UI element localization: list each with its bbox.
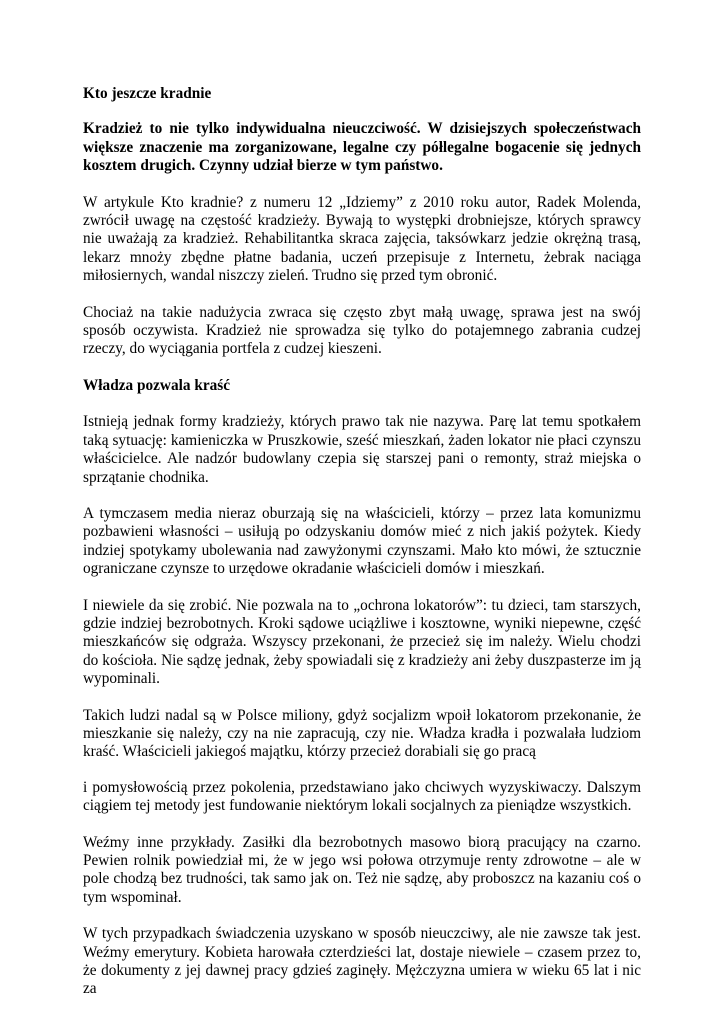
paragraph: I niewiele da się zrobić. Nie pozwala na to „ochrona lokatorów”: tu dzieci, tam starszych, gdzie indziej bezrobotnych. Kroki sądowe uciążliwe i kosztowne, wyniki niepewne, część mieszkańców się odgraża. Wszyscy przekonani, że przecież się im należy. Wielu chodzi do kościoła. Nie sądzę jednak, żeby spowiadali się z kradzieży ani żeby duszpasterze im ją wypominali. (83, 596, 641, 688)
paragraph: W tych przypadkach świadczenia uzyskano w sposób nieuczciwy, ale nie zawsze tak jest. Weźmy emerytury. Kobieta harowała czterdzieści lat, dostaje niewiele – czasem przez to, że dokumenty z jej dawnej pracy gdzieś zaginęły. Mężczyzna umiera w wieku 65 lat i nic za (83, 925, 641, 998)
paragraph: Weźmy inne przykłady. Zasiłki dla bezrobotnych masowo biorą pracujący na czarno. Pewien rolnik powiedział mi, że w jego wsi połowa otrzymuje renty zdrowotne – ale w pole chodzą bez trudności, tak samo jak on. Też nie sądzę, aby proboszcz na kazaniu coś o tym wspominał. (83, 833, 641, 906)
paragraph: W artykule Kto kradnie? z numeru 12 „Idziemy” z 2010 roku autor, Radek Molenda, zwrócił uwagę na częstość kradzieży. Bywają to występki drobniejsze, których sprawcy nie uważają za kradzież. Rehabilitantka skraca zajęcia, taksówkarz jedzie okrężną trasą, lekarz mnoży zbędne płatne badania, uczeń przepisuje z Internetu, żebrak naciąga miłosiernych, wandal niszczy zieleń. Trudno się przed tym obronić. (83, 193, 641, 285)
paragraph: Chociaż na takie nadużycia zwraca się często zbyt małą uwagę, sprawa jest na swój sposób oczywista. Kradzież nie sprowadza się tylko do potajemnego zabrania cudzej rzeczy, do wyciągania portfela z cudzej kieszeni. (83, 303, 641, 358)
paragraph: i pomysłowością przez pokolenia, przedstawiano jako chciwych wyzyskiwaczy. Dalszym ciągiem tej metody jest fundowanie niektórym lokali socjalnych za pieniądze wszystkich. (83, 778, 641, 815)
paragraph: Takich ludzi nadal są w Polsce miliony, gdyż socjalizm wpoił lokatorom przekonanie, że mieszkanie się należy, czy na nie zapracują, czy nie. Władza kradła i pozwalała ludziom kraść. Właścicieli jakiegoś majątku, którzy przecież dorabiali się go pracą (83, 706, 641, 761)
article-title: Kto jeszcze kradnie (83, 85, 212, 102)
document-page (83, 85, 641, 1017)
section-heading: Władza pozwala kraść (83, 376, 231, 394)
paragraph: Istnieją jednak formy kradzieży, których prawo tak nie nazywa. Parę lat temu spotkałem taką sytuację: kamieniczka w Pruszkowie, sześć mieszkań, żaden lokator nie płaci czynszu właścicielce. Ale nadzór budowlany czepia się starszej pani o remonty, straż miejska o sprzątanie chodnika. (83, 413, 641, 486)
paragraph: A tymczasem media nieraz oburzają się na właścicieli, którzy – przez lata komunizmu pozbawieni własności – usiłują po odzyskaniu domów mieć z nich jakiś pożytek. Kiedy indziej spotykamy ubolewania nad zawyżonymi czynszami. Mało kto mówi, że sztucznie ograniczane czynsze to urzędowe okradanie właścicieli domów i mieszkań. (83, 504, 641, 578)
article-lead: Kradzież to nie tylko indywidualna nieuczciwość. W dzisiejszych społeczeństwach większe znaczenie ma zorganizowane, legalne czy półlegalne bogacenie się jednych kosztem drugich. Czynny udział bierze w tym państwo. (83, 120, 641, 175)
